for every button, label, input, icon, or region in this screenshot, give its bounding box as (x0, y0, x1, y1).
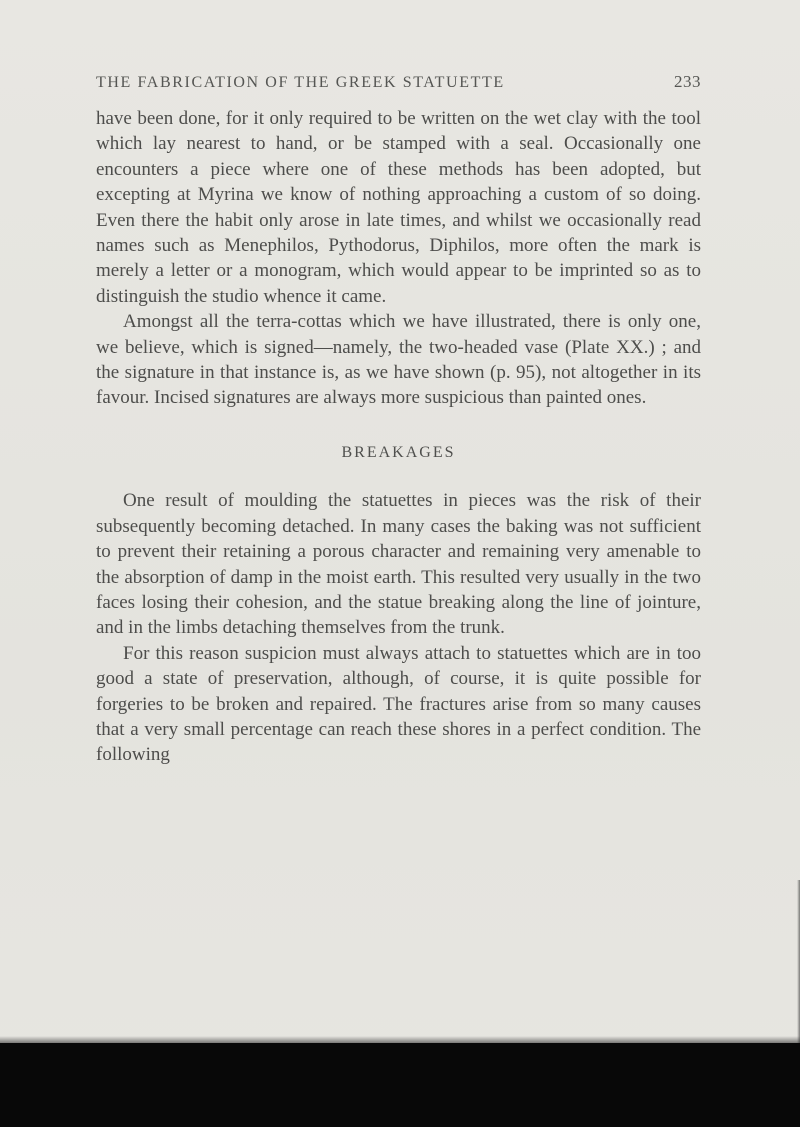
paragraph-suspicion: For this reason suspicion must always attach to statuettes which are in too good a state of preservation, although, of course, it is quite possible for forgeries to be broken and repaired. The fractures arise from so many causes that a very small percentage can reach these shores in a perfect condition. The following (96, 642, 701, 766)
body-text (96, 106, 701, 768)
paragraph-moulding: One result of moulding the statuettes in pieces was the risk of their subsequently becoming detached. In many cases the baking was not sufficient to prevent their retaining a porous character and remaining very amenable to the absorption of damp in the moist earth. This resulted very usually in the two faces losing their cohesion, and the statue breaking along the line of jointure, and in the limbs detaching themselves from the trunk. (96, 490, 701, 639)
page-number: 233 (674, 72, 701, 91)
scan-bottom-border (0, 1043, 800, 1127)
paragraph-signatures: Amongst all the terra-cottas which we have illustrated, there is only one, we believe, which is signed—namely, the two-headed vase (Plate XX.) ; and the signature in that instance is, as we have shown (p. 95), not altogether in its favour. Incised signatures are always more suspicious than painted ones. (96, 311, 701, 409)
running-title: THE FABRICATION OF THE GREEK STATUETTE (96, 74, 505, 91)
running-head (96, 72, 701, 92)
scan-bottom-shadow (0, 1036, 800, 1043)
section-heading-breakages: BREAKAGES (341, 443, 456, 461)
paragraph-continued: have been done, for it only required to be written on the wet clay with the tool which lay nearest to hand, or be stamped with a seal. Occasionally one encounters a piece where one of these methods has been adopted, but excepting at Myrina we know of nothing approaching a custom of so doing. Even there the habit only arose in late times, and whilst we occasionally read names such as Menephilos, Pythodorus, Diphilos, more often the mark is merely a letter or a monogram, which would appear to be imprinted so as to distinguish the studio whence it came. (96, 108, 701, 307)
